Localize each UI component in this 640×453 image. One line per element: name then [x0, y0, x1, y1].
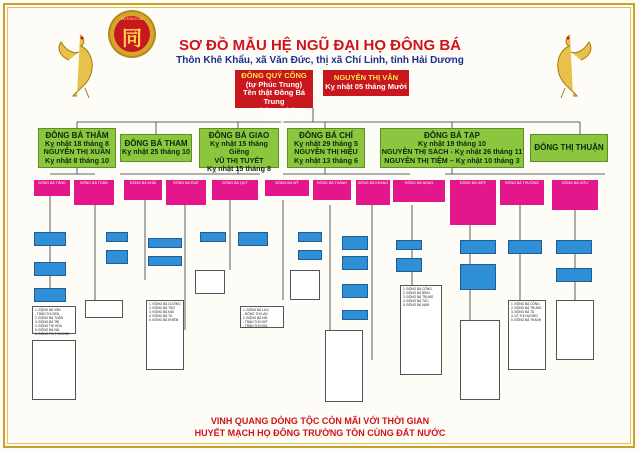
- gen3-name: ĐÔNG BÁ RUẺ: [173, 181, 199, 185]
- root-female-name: NGUYỄN THỊ VÂN: [333, 73, 399, 82]
- gen4-box: [34, 232, 66, 246]
- gen4-box: [298, 250, 322, 260]
- list-item: 3. ĐÔNG BÁ TRUNG: [403, 295, 434, 299]
- gen3-name: ĐÔNG BÁ THÀNH: [317, 181, 347, 185]
- page-subtitle: Thôn Khê Khẩu, xã Văn Đức, thị xã Chí Linh, tỉnh Hải Dương: [176, 55, 464, 66]
- list-item: 2. ĐÔNG BÁ HẢI: [243, 316, 268, 320]
- gen4-box: [460, 264, 496, 290]
- descendant-list-2: [240, 306, 284, 328]
- list-item: 2. ĐÔNG BÁ BÌNH: [403, 291, 430, 295]
- list-item: - TRẦN THỊ NGÀ: [243, 324, 268, 328]
- list-item: 3. ĐÔNG BÁ TÚ: [511, 310, 535, 314]
- gen3-box-7: [313, 180, 351, 200]
- descendant-list-1: [32, 306, 76, 334]
- gen4-box: [106, 232, 128, 242]
- descendant-list-4: [400, 285, 442, 375]
- root-female-box: [323, 70, 409, 96]
- gen3-box-11: [500, 180, 544, 205]
- descendant-list-11: [195, 270, 225, 294]
- list-item: 5. ĐÔNG BÁ THANH: [511, 318, 542, 322]
- gen3-name: ĐÔNG BÁ QUÝ: [222, 181, 248, 185]
- list-item: - TRẦN THỊ HỢP: [243, 320, 268, 324]
- gen2-line: Kỵ nhật 19 tháng 10: [418, 139, 486, 149]
- list-item: 1. ĐÔNG BÁ LƯU: [243, 308, 269, 312]
- gen4-box: [106, 250, 128, 264]
- gen3-name: ĐÔNG BÁ MỸ: [275, 181, 299, 185]
- descendant-list-7: [325, 330, 363, 402]
- gen3-box-4: [166, 180, 206, 205]
- gen4-box: [148, 238, 182, 248]
- list-item: 2. ĐÔNG BÁ THỌ: [149, 306, 175, 310]
- footer-line-1: VINH QUANG DÒNG TỘC CÒN MÃI VỚI THỜI GIAN: [210, 416, 430, 426]
- descendant-list-6: [32, 340, 76, 400]
- gen2-line: Kỵ nhật 25 tháng 10: [122, 147, 190, 157]
- root-male-alias: (tự Phúc Trung): [245, 79, 303, 89]
- list-item: 3. ĐÔNG BÁ TRỊ: [35, 320, 60, 324]
- descendant-list-8: [460, 320, 500, 400]
- gen2-line: Kỵ nhật 15 tháng Giêng: [210, 139, 268, 157]
- gen3-box-8: [356, 180, 390, 205]
- gen4-box: [34, 288, 66, 302]
- gen4-box: [298, 232, 322, 242]
- gen3-name: ĐÔNG BÁ KHANG: [357, 181, 389, 185]
- descendant-list-3: [146, 300, 184, 370]
- gen2-name: ĐÔNG BÁ GIAO: [208, 131, 270, 140]
- gen2-box-4: [287, 128, 365, 168]
- list-item: 5. ĐÔNG BÁ HẢI: [35, 328, 60, 332]
- list-item: 4. ĐÔNG BÁ TÚ: [149, 314, 173, 318]
- gen2-line: Kỵ nhật 29 tháng 5: [294, 139, 358, 149]
- list-item: 1. ĐÔNG BÁ CÔNG: [403, 287, 432, 291]
- root-male-name: ĐÔNG QUÝ CÔNG: [241, 71, 307, 80]
- list-item: - ĐÔNG THỊ LAN: [243, 312, 268, 316]
- gen2-line: NGUYỄN THỊ HIỆU: [294, 147, 358, 157]
- list-item: 3. ĐÔNG BÁ MÙI: [149, 310, 174, 314]
- gen2-line: Kỵ nhật 15 tháng 8: [207, 164, 271, 174]
- gen2-box-5: [380, 128, 524, 168]
- gen3-name: ĐÔNG BÁ HIỆP: [460, 181, 486, 185]
- list-item: 5. ĐÔNG BÁ NAM: [403, 303, 430, 307]
- gen2-box-6: [530, 134, 608, 162]
- list-item: 4. LÊ THỊ HƯƠNG: [511, 314, 538, 318]
- gen4-box: [508, 240, 542, 254]
- list-item: 1. ĐÔNG BÁ CƯỜNG: [149, 302, 181, 306]
- gen3-name: ĐÔNG BÁ KHẢI: [130, 181, 156, 185]
- gen2-line: Kỵ nhật 13 tháng 6: [294, 155, 358, 165]
- gen4-box: [396, 240, 422, 250]
- gen3-box-10: [450, 180, 496, 225]
- gen2-name: ĐÔNG THỊ THUẬN: [534, 143, 604, 152]
- descendant-list-10: [290, 270, 320, 300]
- gen2-name: ĐÔNG BÁ THAM: [124, 139, 188, 148]
- emblem-text: HỌ ĐÔNG BÁ: [120, 17, 144, 21]
- gen3-name: ĐÔNG BÁ THƯỜNG: [505, 181, 539, 185]
- list-item: 1. ĐÔNG BÁ VĂN: [35, 308, 61, 312]
- gen2-name: ĐÔNG BÁ THÂM: [45, 131, 109, 140]
- gen3-box-2: [74, 180, 114, 205]
- gen4-box: [460, 240, 496, 254]
- gen4-box: [556, 268, 592, 282]
- gen2-line: NGUYỄN THỊ TIỆM – Kỵ nhật 10 tháng 3: [384, 155, 520, 165]
- gen3-box-12: [552, 180, 598, 210]
- gen4-box: [200, 232, 226, 242]
- root-male-realname: Tên thật Đông Bá Trung: [242, 88, 306, 106]
- gen3-name: ĐÔNG BÁ NGẠN: [405, 181, 433, 185]
- list-item: 2. ĐÔNG BÁ TRUNG: [511, 306, 542, 310]
- gen4-box: [34, 262, 66, 276]
- gen3-name: ĐÔNG BÁ TOÀN: [80, 181, 108, 185]
- gen3-box-3: [124, 180, 162, 200]
- root-male-date: Kỵ nhật 16 tháng Giêng: [243, 105, 305, 124]
- gen4-box: [342, 284, 368, 298]
- list-item: 6. ĐÔNG THỊ THƯƠNG: [35, 332, 70, 336]
- gen2-line: Kỵ nhật 8 tháng 10: [45, 155, 109, 165]
- page-title: SƠ ĐỒ MẪU HỆ NGŨ ĐẠI HỌ ĐÔNG BÁ: [179, 37, 461, 54]
- gen3-name: ĐÔNG BÁ HỮU: [562, 181, 588, 185]
- gen4-box: [556, 240, 592, 254]
- gen3-box-5: [212, 180, 258, 200]
- gen2-box-2: [120, 134, 192, 162]
- gen2-line: Kỵ nhật 18 tháng 8: [45, 139, 109, 149]
- list-item: 1. ĐÔNG BÁ CÔNG: [511, 302, 540, 306]
- gen4-box: [342, 310, 368, 320]
- root-male-box: [235, 70, 313, 124]
- gen2-line: NGUYỄN THỊ SÁCH - Kỵ nhật 26 tháng 11: [381, 147, 523, 157]
- gen2-line: VŨ THỊ TUYẾT: [214, 155, 264, 165]
- list-item: 4. ĐÔNG BÁ TÚC: [403, 299, 429, 303]
- descendant-list-9: [556, 300, 594, 360]
- gen4-box: [342, 236, 368, 250]
- gen2-line: NGUYỄN THỊ XUÂN: [43, 147, 111, 157]
- gen2-box-1: [38, 128, 116, 168]
- list-item: 2. ĐÔNG BÁ TOẢN: [35, 316, 63, 320]
- gen2-name: ĐÔNG BÁ CHÍ: [299, 131, 353, 140]
- root-female-date: Kỵ nhật 05 tháng Mười: [325, 81, 407, 91]
- gen4-box: [148, 256, 182, 266]
- descendant-list-5: [508, 300, 546, 370]
- list-item: 4. ĐÔNG THỊ HOA: [35, 324, 62, 328]
- list-item: - TRẦN THỊ SEN: [35, 312, 59, 316]
- gen3-name: ĐÔNG BÁ TĂNG: [38, 181, 66, 185]
- footer-line-2: HUYẾT MẠCH HỌ ĐÔNG TRƯỜNG TỒN CÙNG ĐẤT NƯỚC: [194, 428, 446, 438]
- gen4-box: [238, 232, 268, 246]
- gen2-box-3: [199, 128, 279, 174]
- gen3-box-1: [34, 180, 70, 196]
- gen3-box-6: [265, 180, 309, 196]
- gen2-name: ĐÔNG BÁ TẠP: [424, 131, 480, 140]
- list-item: 5. ĐÔNG BÁ KHIÊM: [149, 318, 179, 322]
- gen3-box-9: [393, 180, 445, 202]
- emblem-char: 同: [122, 26, 142, 50]
- gen4-box: [396, 258, 422, 272]
- descendant-list-12: [85, 300, 123, 318]
- gen4-box: [342, 256, 368, 270]
